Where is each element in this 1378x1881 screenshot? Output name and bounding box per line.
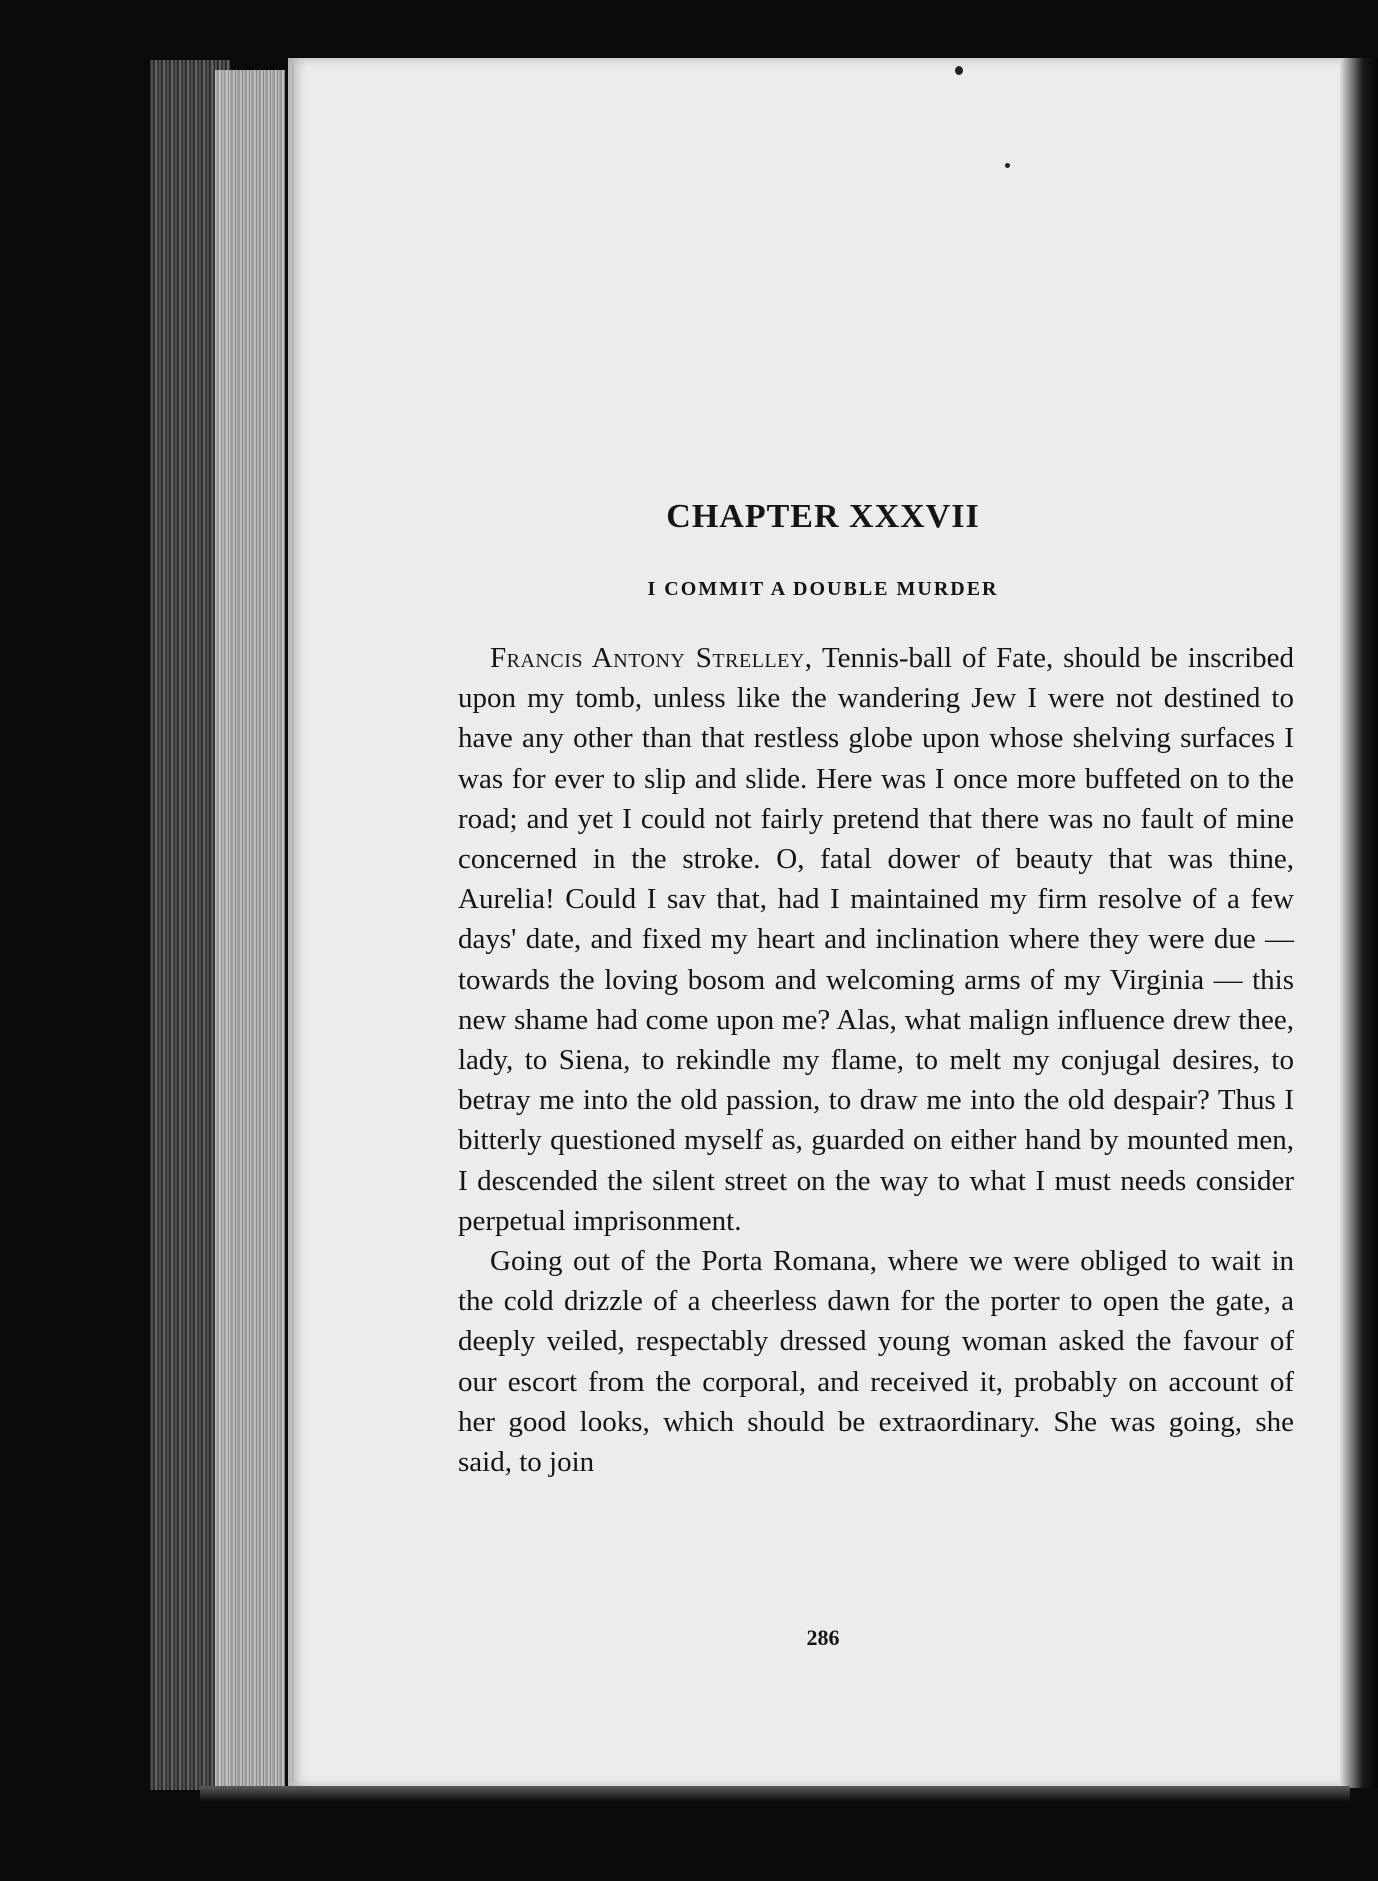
paragraph-text: Going out of the Porta Romana, where we were obliged to wait in the cold drizzle of a cheerless dawn for the porter to open the gate, a deeply veiled, respectably dressed young woman asked the favour of our escort from the corporal, and received it, probably on account of her good looks, which should be extraordinary. She was going, she said, to join	[458, 1245, 1294, 1479]
page-number: 286	[806, 1625, 840, 1650]
gutter-line	[292, 62, 294, 1782]
page-stack-edges-light	[215, 70, 285, 1790]
body-text	[458, 638, 1294, 1482]
chapter-subtitle: I COMMIT A DOUBLE MURDER	[647, 578, 999, 600]
chapter-title: CHAPTER XXXVII	[666, 498, 980, 535]
page-bottom-edge	[200, 1786, 1350, 1802]
scan-speck	[955, 66, 963, 75]
page-right-edge	[1340, 58, 1378, 1788]
paragraph	[458, 1241, 1294, 1482]
paragraph	[458, 638, 1294, 1241]
paragraph-lead: Francis Antony Strelley,	[490, 642, 813, 674]
paragraph-text: Tennis-ball of Fate, should be inscribed upon my tomb, unless like the wandering Jew I were not destined to have any other than that restless globe upon whose shelving surfaces I was for ever to slip and slide. Here was I once more buffeted on to the road; and yet I could not fairly pretend that there was no fault of mine concerned in the stroke. O, fatal dower of beauty that was thine, Aurelia! Could I sav that, had I maintained my firm resolve of a few days' date, and fixed my heart and inclination where they were due — towards the loving bosom and welcoming arms of my Virginia — this new shame had come upon me? Alas, what malign influence drew thee, lady, to Siena, to rekindle my flame, to melt my conjugal desires, to betray me into the old passion, to draw me into the old despair? Thus I bitterly questioned myself as, guarded on either hand by mounted men, I descended the silent street on the way to what I must needs consider perpetual imprisonment.	[458, 642, 1295, 1237]
scan-speck	[1005, 163, 1010, 168]
